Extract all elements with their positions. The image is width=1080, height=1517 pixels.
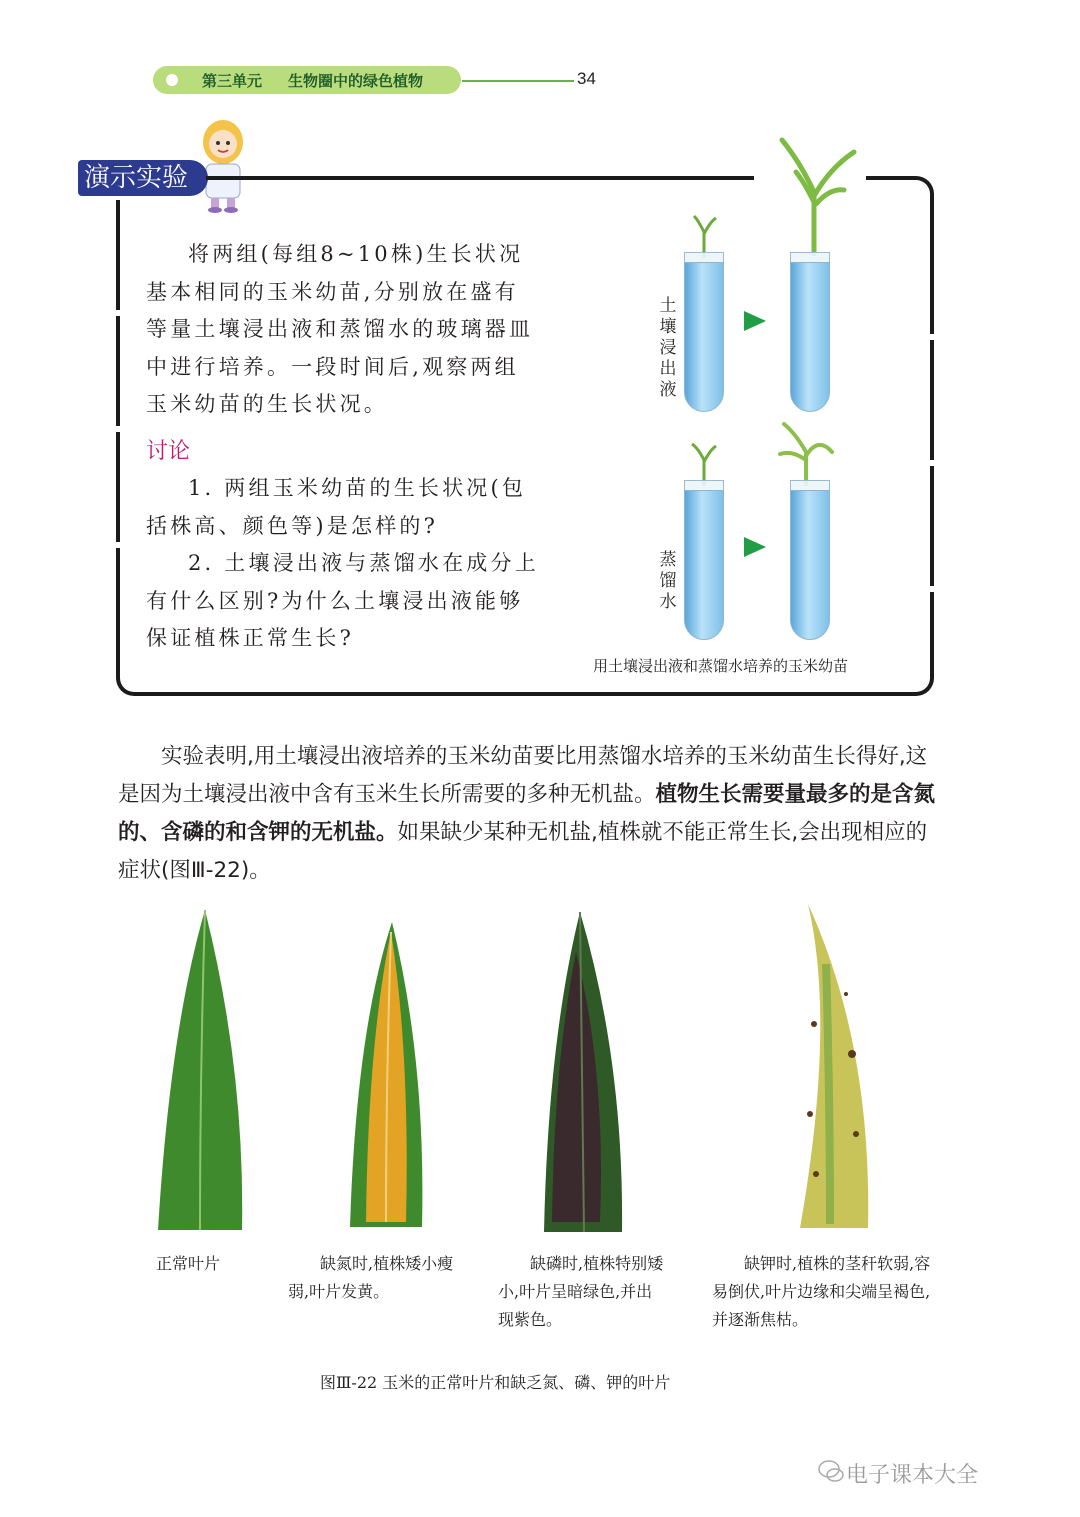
question-line: 2. 土壤浸出液与蒸馏水在成分上	[188, 551, 539, 575]
test-tube	[790, 490, 830, 640]
leaf-caption-nitrogen: 缺氮时,植株矮小瘦弱,叶片发黄。	[288, 1254, 454, 1301]
label-soil-extract: 土壤浸出液	[659, 296, 677, 400]
box-corner	[896, 176, 934, 214]
discussion-questions	[146, 470, 566, 658]
wechat-icon	[818, 1458, 844, 1484]
leaf-caption-normal: 正常叶片	[156, 1254, 221, 1273]
question-line: 括株高、颜色等)是怎样的?	[146, 513, 439, 538]
question-line: 保证植株正常生长?	[146, 626, 355, 650]
nitrogen-deficient-leaf-icon	[346, 922, 426, 1232]
header-topic: 生物圈中的绿色植物	[288, 72, 424, 90]
label-distilled-water: 蒸馏水	[659, 550, 677, 612]
body-text-2: 如果缺少某种无机盐,植株就不能正常生长,会出现相应的症状(图Ⅲ-22)。	[118, 820, 928, 883]
question-line: 有什么区别?为什么土壤浸出液能够	[146, 588, 524, 613]
body-text-bold: 植物生长需要量最多的是含氮的、含磷的和含钾的无机盐。	[118, 782, 936, 845]
arrow-icon	[744, 537, 766, 557]
box-border-left	[116, 200, 120, 660]
leaf-caption-potassium: 缺钾时,植株的茎秆软弱,容易倒伏,叶片边缘和尖端呈褐色,并逐渐焦枯。	[712, 1254, 931, 1329]
box-border-bottom	[150, 692, 900, 696]
medium-seedling-icon	[770, 416, 840, 486]
arrow-icon	[744, 311, 766, 331]
box-border-top	[206, 176, 754, 180]
mascot-girl-icon	[196, 114, 250, 214]
figure-caption: 图Ⅲ-22 玉米的正常叶片和缺乏氮、磷、钾的叶片	[320, 1373, 671, 1392]
test-tube	[684, 262, 724, 412]
demo-experiment-tag: 演示实验	[78, 160, 208, 196]
demo-line: 将两组(每组8~10株)生长状况	[188, 242, 524, 266]
potassium-deficient-leaf-icon	[796, 904, 872, 1232]
normal-leaf-icon	[150, 910, 250, 1240]
header-unit: 第三单元	[202, 72, 263, 90]
body-text-1: 实验表明,用土壤浸出液培养的玉米幼苗要比用蒸馏水培养的玉米幼苗生长得好,这是因为土壤浸出液中含有玉米生长所需要的多种无机盐。	[118, 744, 928, 807]
demo-line: 中进行培养。一段时间后,观察两组	[146, 354, 519, 379]
page-number: 34	[577, 69, 596, 88]
header-rule	[462, 80, 574, 82]
demo-paragraph	[146, 236, 566, 424]
test-tube	[790, 262, 830, 412]
phosphorus-deficient-leaf-icon	[540, 912, 626, 1236]
box-corner	[896, 656, 934, 696]
demo-line: 玉米幼苗的生长状况。	[146, 392, 388, 416]
discussion-heading: 讨论	[146, 439, 191, 464]
box-border-right	[930, 214, 934, 674]
box-corner	[116, 656, 154, 696]
leaf-caption-phosphorus: 缺磷时,植株特别矮小,叶片呈暗绿色,并出现紫色。	[498, 1254, 664, 1329]
seedling-figure-caption: 用土壤浸出液和蒸馏水培养的玉米幼苗	[593, 657, 849, 675]
question-line: 1. 两组玉米幼苗的生长状况(包	[188, 476, 527, 500]
test-tube	[684, 490, 724, 640]
footer-watermark: 电子课本大全	[846, 1463, 979, 1488]
demo-line: 等量土壤浸出液和蒸馏水的玻璃器皿	[146, 317, 534, 341]
header-dot-icon	[166, 74, 178, 86]
body-paragraph	[118, 738, 938, 890]
tall-seedling-icon	[770, 132, 860, 256]
demo-line: 基本相同的玉米幼苗,分别放在盛有	[146, 279, 519, 304]
